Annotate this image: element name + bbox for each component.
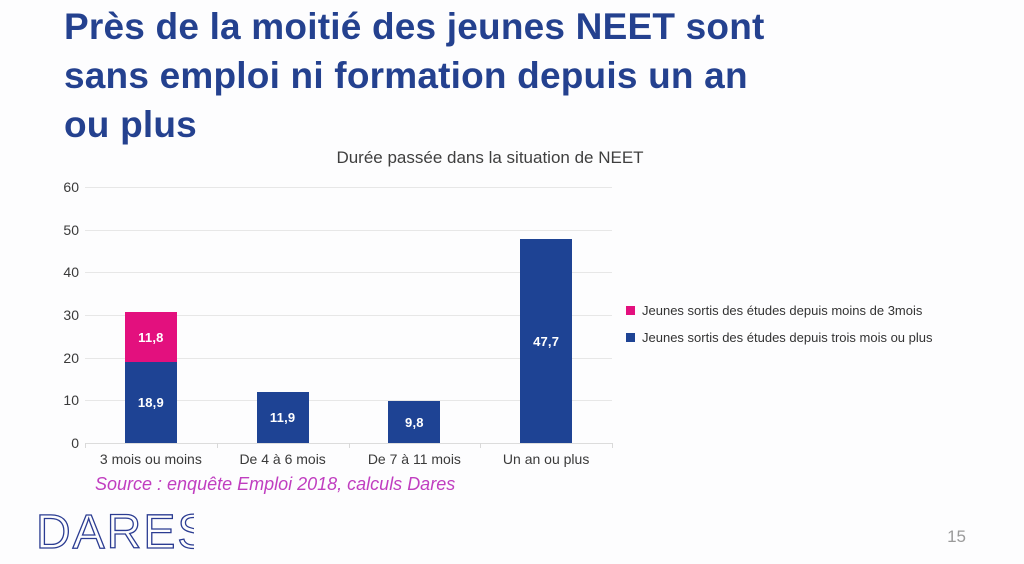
chart-legend bbox=[626, 297, 933, 351]
dares-logo-text: DARES bbox=[36, 506, 194, 558]
legend-item bbox=[626, 324, 933, 351]
y-axis-tick-label: 0 bbox=[71, 435, 79, 451]
bar-value-label: 11,8 bbox=[138, 329, 164, 345]
y-axis-tick-label: 20 bbox=[63, 349, 79, 366]
slide-title bbox=[64, 2, 984, 149]
source-note: Source : enquête Emploi 2018, calculs Dares bbox=[95, 474, 456, 494]
chart-title: Durée passée dans la situation de NEET bbox=[336, 148, 644, 167]
page-number: 15 bbox=[947, 527, 966, 546]
x-axis-tick bbox=[480, 443, 481, 448]
legend-swatch-icon bbox=[626, 333, 635, 342]
y-axis-tick-label: 40 bbox=[63, 264, 79, 281]
legend-label: Jeunes sortis des études depuis trois mois ou plus bbox=[642, 330, 933, 345]
bar-value-label: 47,7 bbox=[533, 333, 560, 349]
bar-segment bbox=[520, 239, 572, 443]
y-axis-tick-label: 50 bbox=[63, 221, 79, 238]
bar-segment bbox=[125, 312, 177, 362]
x-axis-category-label: Un an ou plus bbox=[502, 451, 590, 467]
y-axis-tick-label: 10 bbox=[63, 392, 79, 409]
bar-chart-plot-area bbox=[63, 179, 612, 467]
x-axis-tick bbox=[349, 443, 350, 448]
legend-label: Jeunes sortis des études depuis moins de 3mois bbox=[642, 303, 923, 318]
x-axis-tick bbox=[612, 443, 613, 448]
x-axis-category-label: 3 mois ou moins bbox=[99, 451, 202, 467]
y-axis-tick-label: 30 bbox=[63, 307, 79, 323]
bar-value-label: 18,9 bbox=[137, 395, 164, 411]
bar-segment bbox=[125, 362, 177, 443]
bar-value-label: 11,9 bbox=[269, 410, 296, 426]
x-axis-tick bbox=[217, 443, 218, 448]
bar-value-label: 9,8 bbox=[405, 414, 424, 430]
legend-swatch-icon bbox=[626, 306, 635, 315]
gridline-60 bbox=[85, 187, 612, 188]
dares-logo-svg bbox=[34, 506, 194, 558]
legend-item bbox=[626, 297, 933, 324]
x-axis-category-label: De 4 à 6 mois bbox=[239, 451, 326, 467]
dares-logo bbox=[34, 506, 194, 563]
x-axis-category-label: De 7 à 11 mois bbox=[367, 451, 461, 467]
slide-title-line-3: ou plus bbox=[64, 104, 197, 145]
bar-segment bbox=[388, 401, 440, 443]
bar-segment bbox=[257, 392, 309, 443]
x-axis-tick bbox=[85, 443, 86, 448]
slide-title-line-1: Près de la moitié des jeunes NEET sont bbox=[64, 6, 765, 47]
slide-title-line-2: sans emploi ni formation depuis un an bbox=[64, 55, 748, 96]
gridline-50 bbox=[85, 230, 612, 231]
y-axis-tick-label: 60 bbox=[63, 179, 79, 195]
